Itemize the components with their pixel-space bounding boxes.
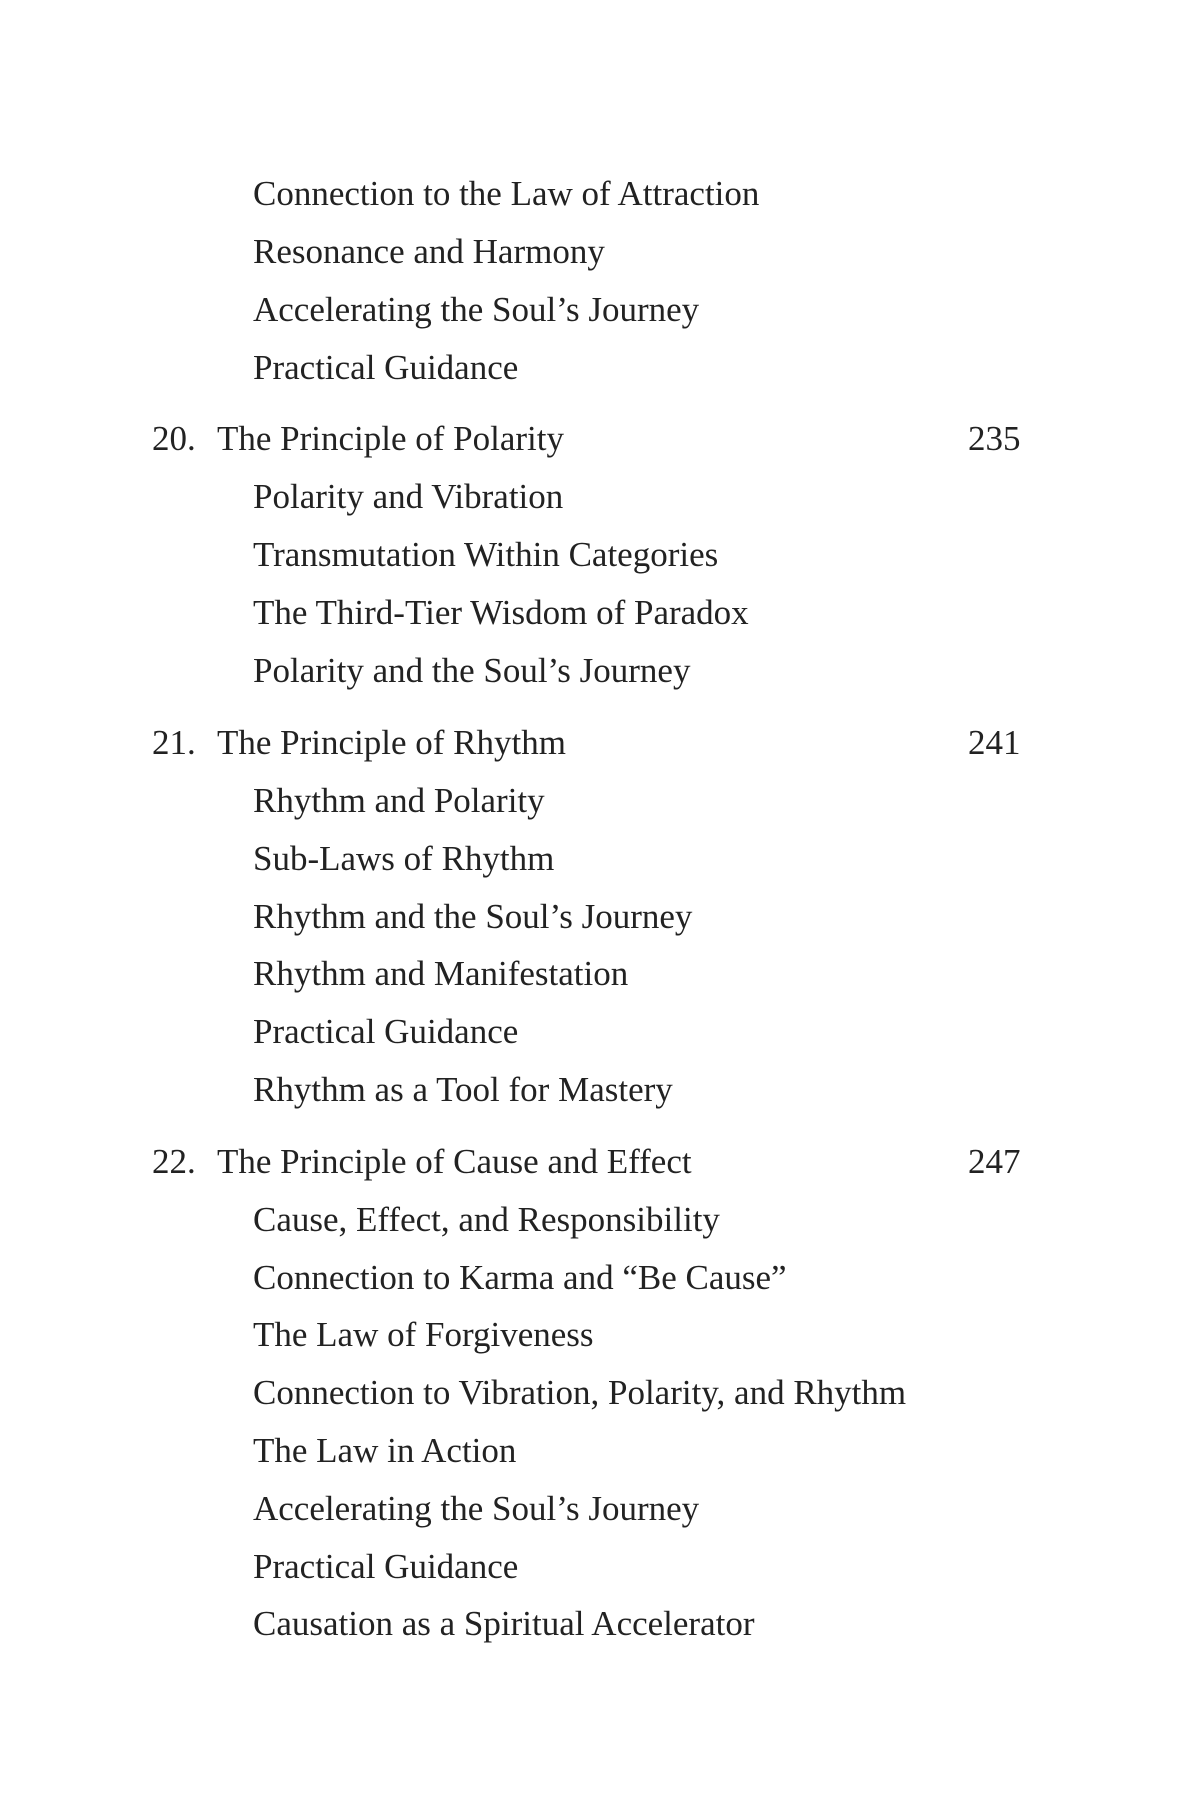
chapter-number: 20. xyxy=(152,419,196,458)
toc-subsection: Polarity and the Soul’s Journey xyxy=(253,651,691,690)
toc-subsection: Polarity and Vibration xyxy=(253,477,564,516)
chapter-title: The Principle of Polarity xyxy=(217,419,565,458)
chapter-page-number: 241 xyxy=(968,723,1021,762)
toc-subsection: Accelerating the Soul’s Journey xyxy=(253,290,700,329)
toc-subsection: The Law in Action xyxy=(253,1431,517,1470)
toc-subsection: The Law of Forgiveness xyxy=(253,1315,594,1354)
chapter-page-number: 235 xyxy=(968,419,1021,458)
toc-subsection: Accelerating the Soul’s Journey xyxy=(253,1489,700,1528)
toc-subsection: Practical Guidance xyxy=(253,1547,519,1586)
toc-subsection: Transmutation Within Categories xyxy=(253,535,719,574)
toc-subsection: Rhythm as a Tool for Mastery xyxy=(253,1070,673,1109)
toc-subsection: The Third-Tier Wisdom of Paradox xyxy=(253,593,749,632)
toc-subsection: Practical Guidance xyxy=(253,1012,519,1051)
toc-subsection: Cause, Effect, and Responsibility xyxy=(253,1200,720,1239)
toc-subsection: Sub-Laws of Rhythm xyxy=(253,839,555,878)
toc-subsection: Connection to the Law of Attraction xyxy=(253,174,760,213)
chapter-number: 22. xyxy=(152,1142,196,1181)
toc-subsection: Rhythm and the Soul’s Journey xyxy=(253,897,693,936)
chapter-page-number: 247 xyxy=(968,1142,1021,1181)
chapter-title: The Principle of Cause and Effect xyxy=(217,1142,692,1181)
toc-subsection: Practical Guidance xyxy=(253,348,519,387)
toc-subsection: Rhythm and Manifestation xyxy=(253,954,629,993)
chapter-title: The Principle of Rhythm xyxy=(217,723,566,762)
toc-subsection: Rhythm and Polarity xyxy=(253,781,545,820)
toc-subsection: Connection to Vibration, Polarity, and Rhythm xyxy=(253,1373,907,1412)
toc-subsection: Connection to Karma and “Be Cause” xyxy=(253,1258,787,1297)
toc-subsection: Resonance and Harmony xyxy=(253,232,605,271)
chapter-number: 21. xyxy=(152,723,196,762)
toc-subsection: Causation as a Spiritual Accelerator xyxy=(253,1604,755,1643)
